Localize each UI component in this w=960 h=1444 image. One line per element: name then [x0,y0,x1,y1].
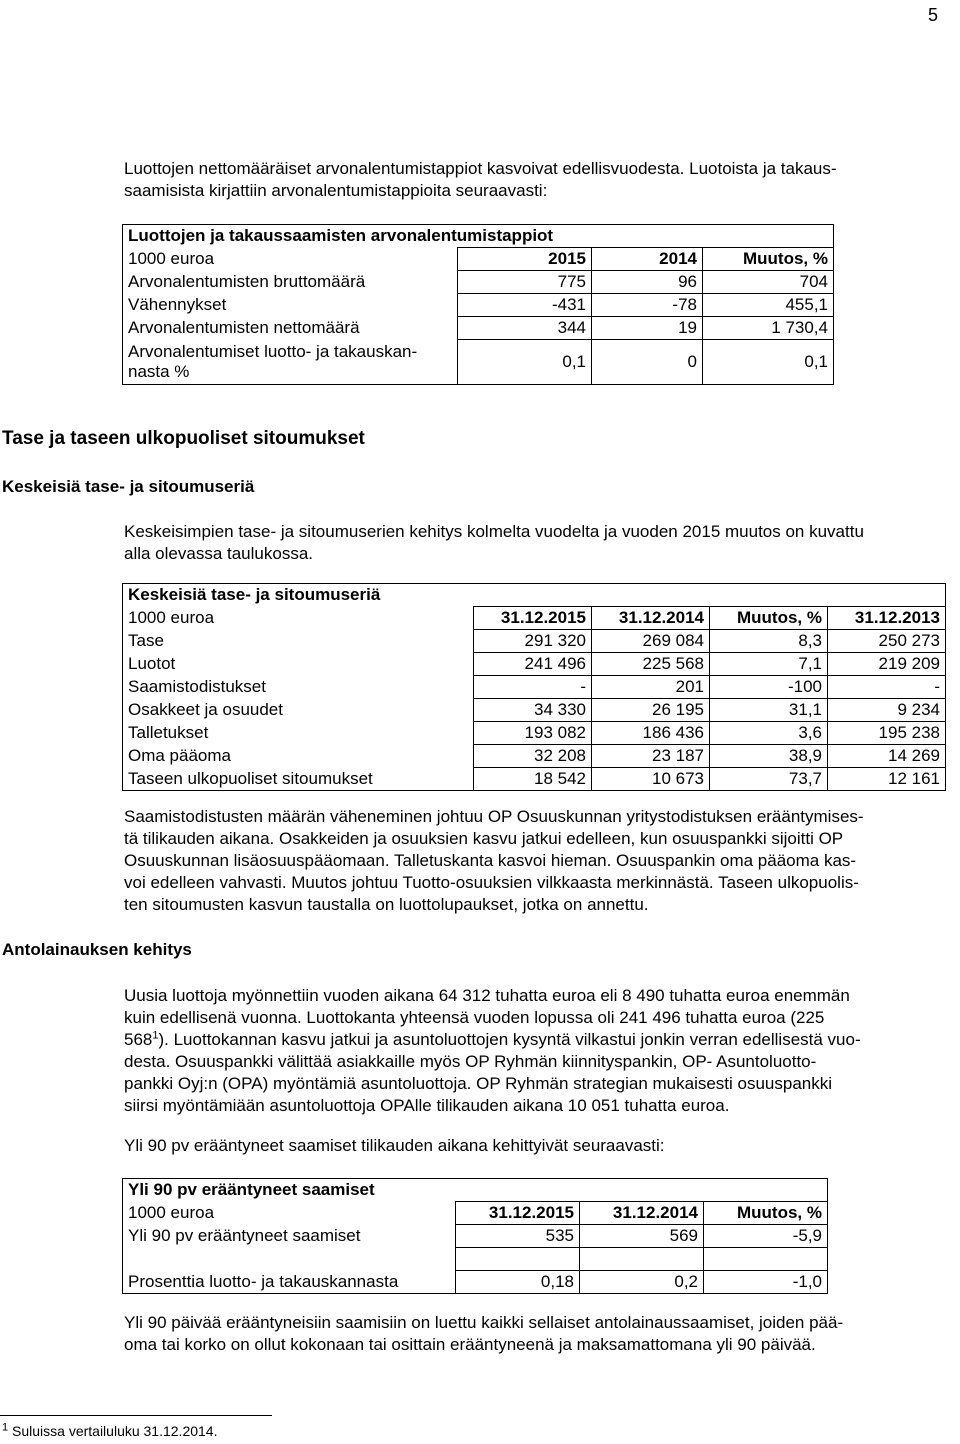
overdue-definition-line-1: Yli 90 päivää erääntyneisiin saamisiin on luettu kaikki sellaiset antolainaussaamiset, joiden pää- [124,1313,844,1332]
footnote-text: Suluissa vertailuluku 31.12.2014. [12,1423,218,1439]
table-row [123,317,834,340]
table2-cell: 219 209 [828,653,946,676]
table2-row-label: Oma pääoma [128,746,231,765]
overdue-receivables-table [122,1178,828,1294]
impairment-losses-table [122,224,834,385]
table3-header-change: Muutos, % [704,1202,828,1225]
table2-cell: - [474,676,592,699]
loans-paragraph [124,985,944,1117]
loans-line-3-post: ). Luottokannan kasvu jatkui ja asuntoluottojen kysyntä vilkastui jonkin verran edellisestä vuo- [158,1030,861,1049]
page-number: 5 [927,5,938,25]
table2-cell: - [828,676,946,699]
table2-title: Keskeisiä tase- ja sitoumuseriä [128,585,381,604]
commentary-line-4: voi edelleen vahvasti. Muutos johtuu Tuotto-osuuksien vilkkaasta merkinnästä. Taseen ulkopuolis- [124,873,859,892]
table2-cell: 10 673 [592,768,710,791]
section-subheading: Keskeisiä tase- ja sitoumuseriä [2,477,255,496]
loans-development-heading: Antolainauksen kehitys [2,940,192,959]
table1-row-label: Arvonalentumisten bruttomäärä [128,272,366,291]
table3-cell: 569 [580,1225,704,1248]
commentary-line-2: tä tilikauden aikana. Osakkeiden ja osuuksien kasvu jatkui edelleen, kun osuuspankki sijoitti OP [124,829,844,848]
balance-intro-line-2: alla olevassa taulukossa. [124,544,314,563]
table3-spacer-cell [704,1248,828,1271]
commentary-line-5: ten sitoumusten kasvun taustalla on luottolupaukset, jotka on annettu. [124,895,649,914]
table3-header-2014: 31.12.2014 [580,1202,704,1225]
footnote-reference: 1 [152,1029,159,1042]
table2-header-2013: 31.12.2013 [828,607,946,630]
table2-cell: 31,1 [710,699,828,722]
loans-line-6: siirsi myöntämiään asuntoluottoja OPAlle tilikauden aikana 10 051 tuhatta euroa. [124,1096,730,1115]
table2-cell: 38,9 [710,745,828,768]
table2-cell: 9 234 [828,699,946,722]
table2-row-label: Taseen ulkopuoliset sitoumukset [128,768,373,788]
loans-line-3 [124,1029,944,1051]
table3-spacer-cell [123,1248,456,1271]
table2-cell: 14 269 [828,745,946,768]
table2-row-label: Saamistodistukset [128,677,266,696]
table1-row-label: Arvonalentumisten nettomäärä [128,318,360,337]
table2-cell: 7,1 [710,653,828,676]
table2-cell: 12 161 [828,768,946,791]
table2-header-change: Muutos, % [710,607,828,630]
table1-row-label-line-1: Arvonalentumiset luotto- ja takauskan- [128,341,418,361]
table2-header-2015: 31.12.2015 [474,607,592,630]
table1-unit: 1000 euroa [128,249,215,268]
loans-line-4: desta. Osuuspankki välittää asiakkaille myös OP Ryhmän kiinnityspankin, OP- Asuntoluotto- [124,1052,817,1071]
table3-cell: 0,2 [580,1271,704,1294]
table2-cell: 8,3 [710,630,828,653]
overdue-definition-line-2: oma tai korko on ollut kokonaan tai osittain erääntyneenä ja maksamattomana yli 90 päivää. [124,1335,816,1354]
table2-cell: 34 330 [474,699,592,722]
loans-line-3-pre: 568 [124,1030,153,1049]
table3-cell: -5,9 [704,1225,828,1248]
table2-cell: 3,6 [710,722,828,745]
intro-paragraph [124,158,944,202]
table1-header-change: Muutos, % [703,248,834,271]
table3-header-2015: 31.12.2015 [456,1202,580,1225]
table-row [123,630,946,653]
table3-title: Yli 90 pv erääntyneet saamiset [128,1180,375,1199]
table2-row-label: Tase [128,631,164,650]
table1-row-label: Vähennykset [128,295,227,314]
footnote [2,1422,217,1440]
table1-row-label-line-2: nasta % [128,361,190,381]
table2-row-label: Luotot [128,654,176,673]
table1-cell: 96 [592,271,703,294]
footnote-separator [0,1415,272,1416]
table1-cell: -78 [592,294,703,317]
table1-title: Luottojen ja takaussaamisten arvonalentumistappiot [128,226,554,245]
overdue-intro: Yli 90 pv erääntyneet saamiset tilikauden aikana kehittyivät seuraavasti: [124,1136,665,1155]
intro-line-1: Luottojen nettomääräiset arvonalentumistappiot kasvoivat edellisvuodesta. Luotoista ja takaus- [124,159,837,178]
table2-cell: 250 273 [828,630,946,653]
table-row-spacer [123,1248,828,1271]
table1-cell: 0,1 [458,340,592,385]
table2-cell: 201 [592,676,710,699]
table1-cell: 0 [592,340,703,385]
table2-cell: 23 187 [592,745,710,768]
footnote-marker: 1 [2,1421,9,1434]
table1-cell: 704 [703,271,834,294]
table2-cell: -100 [710,676,828,699]
loans-line-2: kuin edellisenä vuonna. Luottokanta yhteensä vuoden lopussa oli 241 496 tuhatta euroa (225 [124,1008,825,1027]
loans-line-5: pankki Oyj:n (OPA) myöntämiä asuntoluottoja. OP Ryhmän strategian mukaisesti osuuspankki [124,1074,833,1093]
table1-cell: 455,1 [703,294,834,317]
commentary-line-3: Osuuskunnan lisäosuuspääomaan. Talletuskanta kasvoi hieman. Osuuspankin oma pääoma kas- [124,851,857,870]
table3-cell: -1,0 [704,1271,828,1294]
table2-row-label: Osakkeet ja osuudet [128,700,283,719]
table-row [123,340,834,385]
table1-cell: 19 [592,317,703,340]
table-row [123,745,946,768]
table2-cell: 269 084 [592,630,710,653]
table2-header-2014: 31.12.2014 [592,607,710,630]
table-row [123,294,834,317]
table2-cell: 18 542 [474,768,592,791]
table1-cell: 1 730,4 [703,317,834,340]
balance-commentary-paragraph [124,806,944,916]
table2-cell: 225 568 [592,653,710,676]
table1-cell: 775 [458,271,592,294]
table3-row-label: Prosenttia luotto- ja takauskannasta [128,1271,399,1291]
table-row [123,699,946,722]
table-row [123,1271,828,1294]
commentary-line-1: Saamistodistusten määrän väheneminen johtuu OP Osuuskunnan yritystodistuksen erääntymises- [124,807,864,826]
table3-cell: 0,18 [456,1271,580,1294]
table-row [123,768,946,791]
table-row [123,722,946,745]
loans-line-1: Uusia luottoja myönnettiin vuoden aikana 64 312 tuhatta euroa eli 8 490 tuhatta euroa enemmän [124,986,850,1005]
table3-unit: 1000 euroa [128,1203,215,1222]
table1-cell: 0,1 [703,340,834,385]
table-row [123,653,946,676]
table2-cell: 291 320 [474,630,592,653]
intro-line-2: saamisista kirjattiin arvonalentumistappioita seuraavasti: [124,181,548,200]
balance-intro-line-1: Keskeisimpien tase- ja sitoumuserien kehitys kolmelta vuodelta ja vuoden 2015 muutos on kuvattu [124,522,864,541]
table1-row-label [123,340,458,385]
table3-row-label: Yli 90 pv erääntyneet saamiset [128,1226,361,1245]
table2-cell: 32 208 [474,745,592,768]
table2-unit: 1000 euroa [128,608,215,627]
table2-cell: 193 082 [474,722,592,745]
table2-cell: 186 436 [592,722,710,745]
table2-cell: 241 496 [474,653,592,676]
table3-spacer-cell [456,1248,580,1271]
table3-cell: 535 [456,1225,580,1248]
table2-cell: 195 238 [828,722,946,745]
table1-cell: 344 [458,317,592,340]
table1-header-2015: 2015 [458,248,592,271]
table2-cell: 73,7 [710,768,828,791]
table-row [123,271,834,294]
balance-items-table [122,583,946,791]
table1-cell: -431 [458,294,592,317]
table-row [123,1225,828,1248]
table3-spacer-cell [580,1248,704,1271]
table2-row-label: Talletukset [128,723,209,742]
overdue-definition-paragraph [124,1312,944,1356]
table2-cell: 26 195 [592,699,710,722]
balance-intro-paragraph [124,521,944,565]
table-row [123,676,946,699]
table1-header-2014: 2014 [592,248,703,271]
section-heading: Tase ja taseen ulkopuoliset sitoumukset [2,428,365,449]
